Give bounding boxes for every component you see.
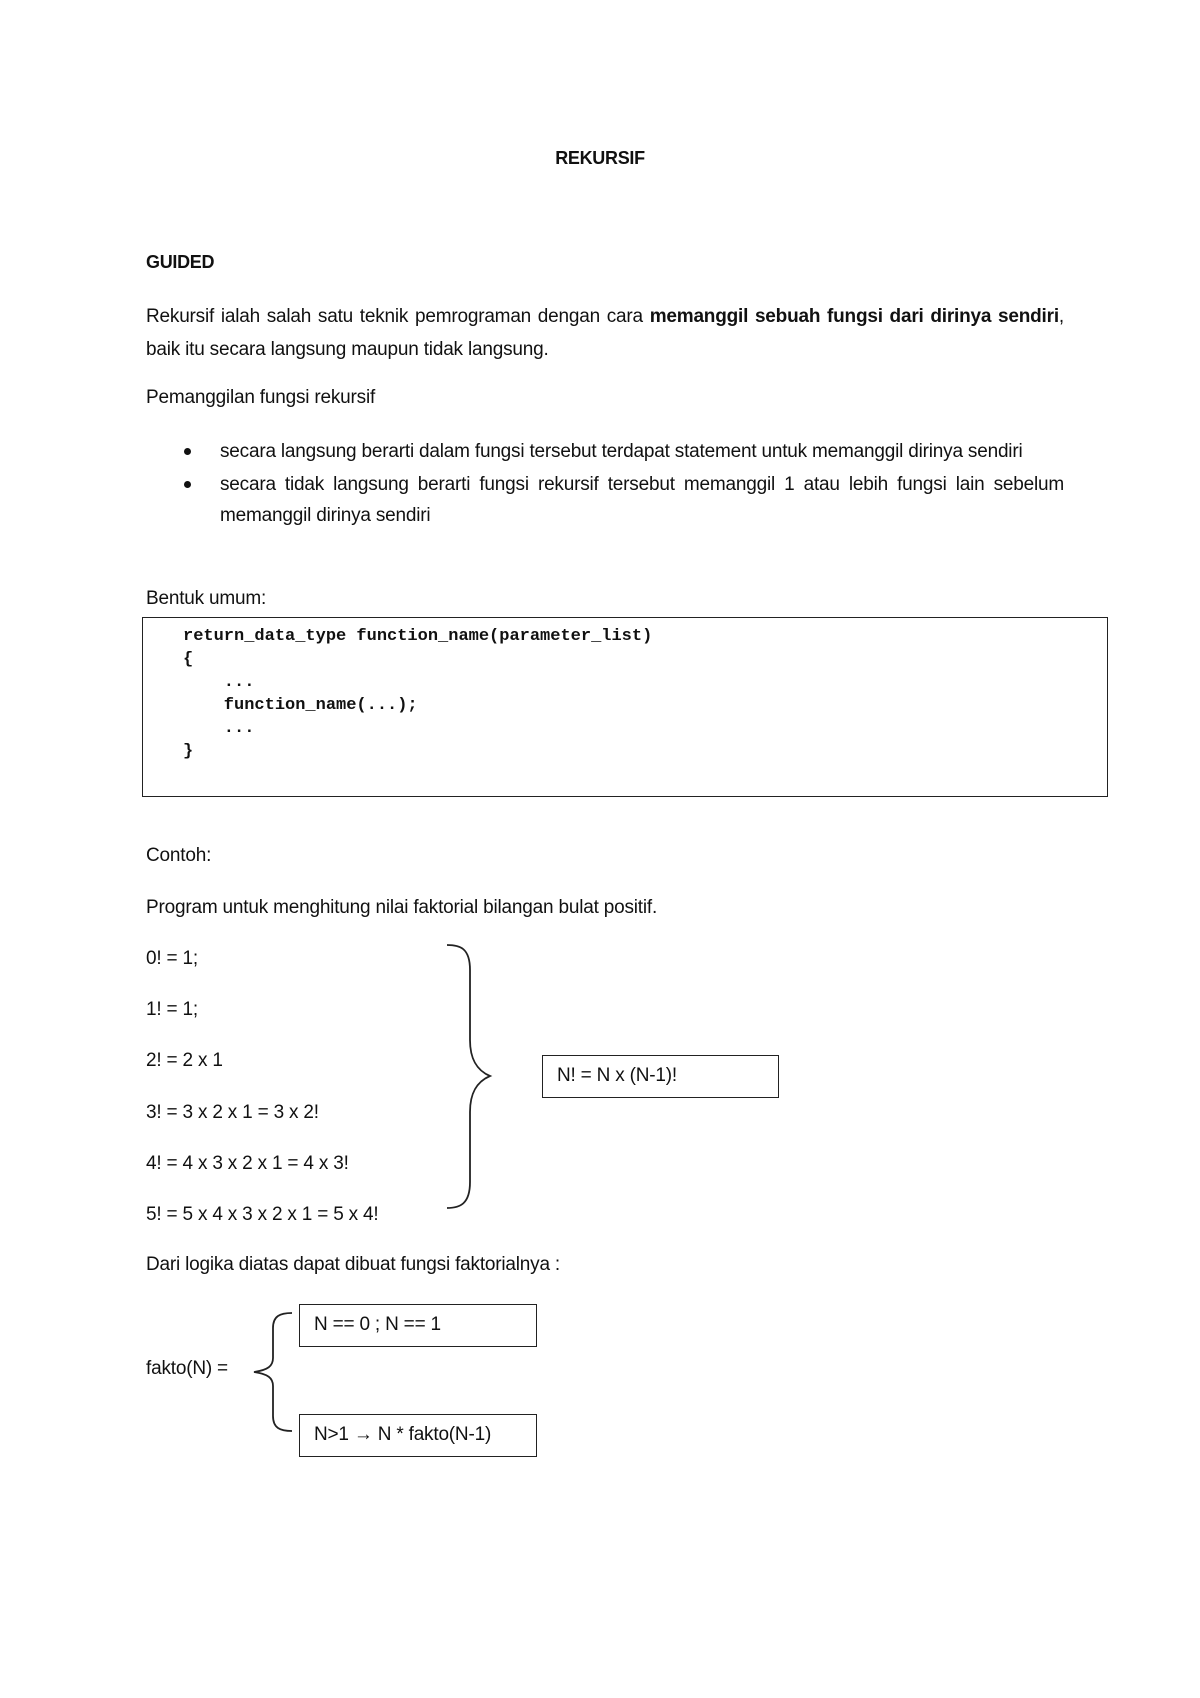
recursive-case-box: [299, 1414, 537, 1457]
function-label: fakto(N) =: [146, 1358, 228, 1379]
bullet-dot-icon: [184, 448, 191, 455]
example-description: Program untuk menghitung nilai faktorial bilangan bulat positif.: [146, 897, 658, 918]
section-heading: GUIDED: [146, 252, 215, 272]
general-form-label: Bentuk umum:: [146, 588, 267, 609]
intro-bold-text: memanggil sebuah fungsi dari dirinya sendiri: [649, 306, 1059, 327]
intro-text-start: Rekursif ialah salah satu teknik pemrograman dengan cara: [146, 306, 650, 327]
bullet-list: [146, 436, 1064, 533]
factorial-line-4: 4! = 4 x 3 x 2 x 1 = 4 x 3!: [146, 1153, 349, 1174]
general-formula-text: N! = N x (N-1)!: [557, 1065, 677, 1086]
bullet-item: [146, 469, 1064, 531]
factorial-line-0: 0! = 1;: [146, 948, 198, 969]
bullet-item: [146, 436, 1064, 467]
general-formula-box: [542, 1055, 779, 1098]
left-curly-brace-icon: [248, 1308, 298, 1436]
factorial-line-1: 1! = 1;: [146, 999, 198, 1020]
logic-description: Dari logika diatas dapat dibuat fungsi faktorialnya :: [146, 1254, 560, 1275]
bullet-text: secara tidak langsung berarti fungsi rekursif tersebut memanggil 1 atau lebih fungsi lain sebelum memanggil dirinya sendiri: [220, 474, 1064, 526]
intro-text-end: , baik itu secara langsung maupun tidak langsung.: [146, 306, 1065, 360]
factorial-line-2: 2! = 2 x 1: [146, 1050, 223, 1071]
factorial-line-3: 3! = 3 x 2 x 1 = 3 x 2!: [146, 1102, 319, 1123]
code-block: return_data_type function_name(parameter_list) { ... function_name(...); ... }: [183, 627, 653, 761]
factorial-line-5: 5! = 5 x 4 x 3 x 2 x 1 = 5 x 4!: [146, 1204, 379, 1225]
base-case-box: [299, 1304, 537, 1347]
right-curly-brace-icon: [440, 940, 500, 1220]
bullet-dot-icon: [184, 481, 191, 488]
code-box: [142, 617, 1108, 797]
bullet-text: secara langsung berarti dalam fungsi tersebut terdapat statement untuk memanggil dirinya sendiri: [220, 441, 1023, 462]
document-title: REKURSIF: [555, 148, 645, 168]
calls-heading: Pemanggilan fungsi rekursif: [146, 387, 376, 408]
recursive-case-text: N>1 → N * fakto(N-1): [314, 1424, 492, 1445]
intro-paragraph: [146, 300, 1064, 366]
example-label: Contoh:: [146, 845, 212, 866]
base-case-text: N == 0 ; N == 1: [314, 1314, 441, 1335]
